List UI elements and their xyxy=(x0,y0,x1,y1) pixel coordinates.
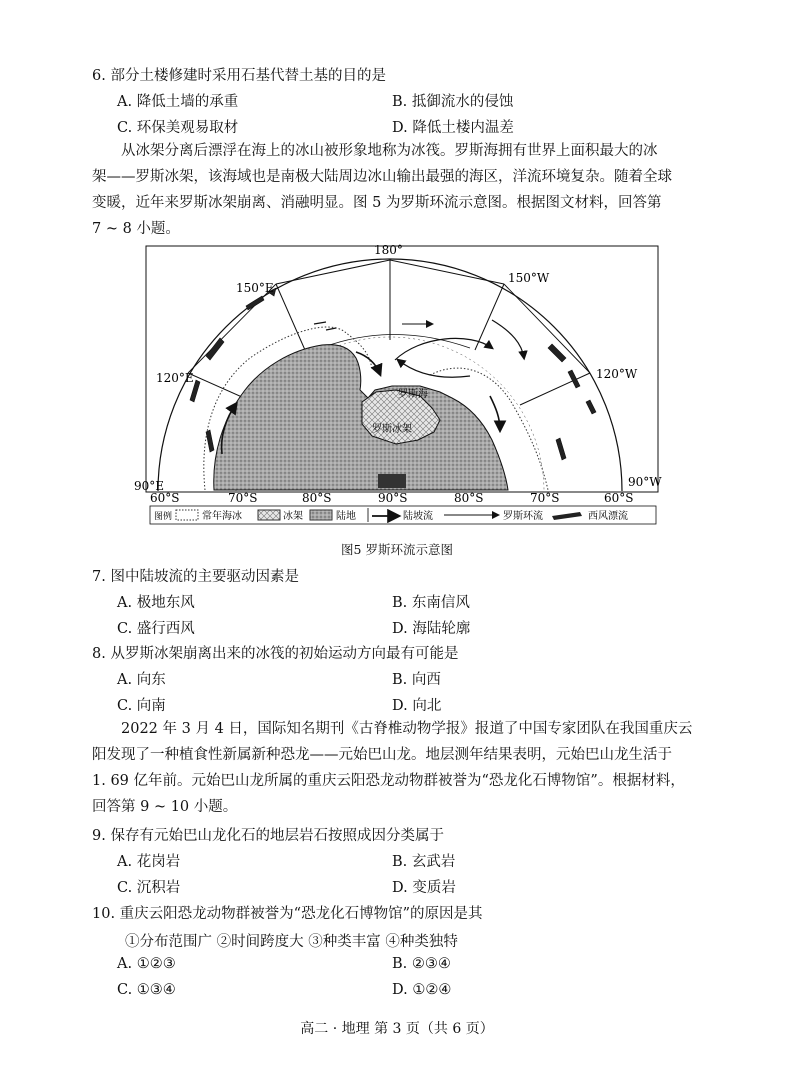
q10-option-b: B. ②③④ xyxy=(392,956,451,972)
lat-label-70s-right: 70°S xyxy=(530,491,560,505)
passage1-line-3: 变暖，近年来罗斯冰架崩离、消融明显。图 5 为罗斯环流示意图。根据图文材料，回答第 xyxy=(92,195,662,211)
q10-option-d: D. ①②④ xyxy=(392,982,452,998)
figure-5-caption: 图5 罗斯环流示意图 xyxy=(341,542,453,557)
q10-statements: ①分布范围广 ②时间跨度大 ③种类丰富 ④种类独特 xyxy=(125,934,458,950)
lon-label-120w: 120°W xyxy=(596,367,638,381)
lon-label-180: 180° xyxy=(374,243,403,257)
q6-option-c: C. 环保美观易取材 xyxy=(117,120,239,136)
question-10-stem: 10. 重庆云阳恐龙动物群被誉为“恐龙化石博物馆”的原因是其 xyxy=(92,906,483,922)
q10-option-a: A. ①②③ xyxy=(117,956,176,972)
q7-option-d: D. 海陆轮廓 xyxy=(392,621,471,637)
lon-label-120e: 120°E xyxy=(156,371,194,385)
question-6-stem: 6. 部分土楼修建时采用石基代替土基的目的是 xyxy=(92,68,386,84)
question-9-stem: 9. 保存有元始巴山龙化石的地层岩石按照成因分类属于 xyxy=(92,828,444,844)
lat-label-60s-left: 60°S xyxy=(150,491,180,505)
q6-option-b: B. 抵御流水的侵蚀 xyxy=(392,94,514,110)
passage-ross-ice-shelf xyxy=(92,138,704,242)
lat-label-80s-right: 80°S xyxy=(454,491,484,505)
q7-option-b: B. 东南信风 xyxy=(392,595,470,611)
passage2-line-1: 2022 年 3 月 4 日，国际知名期刊《古脊椎动物学报》报道了中国专家团队在我国重庆云 xyxy=(121,721,693,737)
legend-land: 陆地 xyxy=(336,511,356,522)
q9-option-a: A. 花岗岩 xyxy=(117,854,181,870)
lat-label-60s-right: 60°S xyxy=(604,491,634,505)
q8-option-c: C. 向南 xyxy=(117,698,166,714)
q8-option-a: A. 向东 xyxy=(117,672,166,688)
lon-label-150w: 150°W xyxy=(508,271,550,285)
ross-ice-shelf-label: 罗斯冰架 xyxy=(372,424,412,435)
passage2-line-2: 阳发现了一种植食性新属新种恐龙——元始巴山龙。地层测年结果表明，元始巴山龙生活于 xyxy=(92,747,672,763)
q10-option-c: C. ①③④ xyxy=(117,982,176,998)
legend-west-wind-drift: 西风漂流 xyxy=(588,511,628,522)
legend-slope-current: 陆坡流 xyxy=(403,511,433,522)
q9-option-c: C. 沉积岩 xyxy=(117,880,181,896)
lat-label-90s: 90°S xyxy=(378,491,408,505)
passage-dinosaur xyxy=(92,716,704,820)
lat-label-80s-left: 80°S xyxy=(302,491,332,505)
passage1-line-2: 架——罗斯冰架，该海域也是南极大陆周边冰山输出最强的海区，洋流环境复杂。随着全球 xyxy=(92,169,672,185)
q9-option-d: D. 变质岩 xyxy=(392,880,456,896)
q8-option-d: D. 向北 xyxy=(392,698,442,714)
q9-option-b: B. 玄武岩 xyxy=(392,854,456,870)
q7-option-c: C. 盛行西风 xyxy=(117,621,195,637)
ross-sea-label: 罗斯海 xyxy=(398,389,428,400)
question-8-stem: 8. 从罗斯冰架崩离出来的冰筏的初始运动方向最有可能是 xyxy=(92,646,459,662)
page-footer: 高二 · 地理 第 3 页（共 6 页） xyxy=(300,1021,494,1037)
lon-label-90w: 90°W xyxy=(628,475,662,489)
map-legend xyxy=(150,506,656,524)
passage1-line-4: 7 ~ 8 小题。 xyxy=(92,221,180,237)
q8-option-b: B. 向西 xyxy=(392,672,441,688)
q6-option-d: D. 降低土楼内温差 xyxy=(392,120,514,136)
lon-label-150e: 150°E xyxy=(236,281,274,295)
passage2-line-3: 1. 69 亿年前。元始巴山龙所属的重庆云阳恐龙动物群被誉为“恐龙化石博物馆”。根据材料， xyxy=(92,773,685,789)
ross-gyre-map xyxy=(0,240,794,540)
passage2-line-4: 回答第 9 ~ 10 小题。 xyxy=(92,799,238,815)
question-7-stem: 7. 图中陆坡流的主要驱动因素是 xyxy=(92,569,299,585)
legend-sea-ice: 常年海冰 xyxy=(202,511,242,522)
lon-label-90e: 90°E xyxy=(134,479,165,493)
legend-ross-gyre: 罗斯环流 xyxy=(503,511,543,522)
lat-label-70s-left: 70°S xyxy=(228,491,258,505)
passage1-line-1: 从冰架分离后漂浮在海上的冰山被形象地称为冰筏。罗斯海拥有世界上面积最大的冰 xyxy=(121,143,658,159)
legend-title: 图例 xyxy=(154,512,173,522)
q6-option-a: A. 降低土墙的承重 xyxy=(117,94,239,110)
q7-option-a: A. 极地东风 xyxy=(117,595,195,611)
legend-ice-shelf: 冰架 xyxy=(283,511,303,522)
